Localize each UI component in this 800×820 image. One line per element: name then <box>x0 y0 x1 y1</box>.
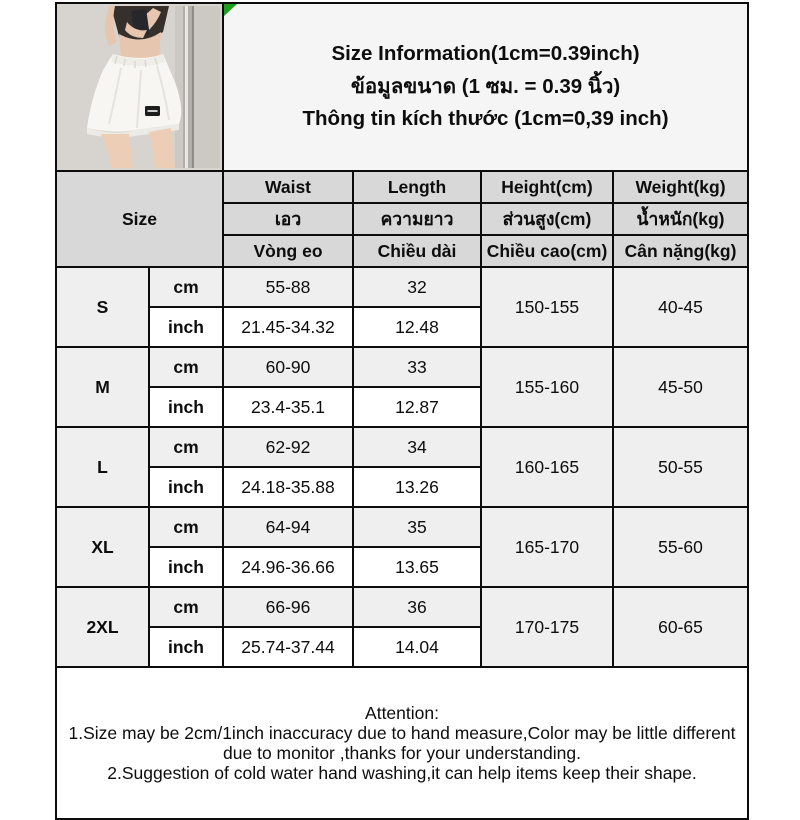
unit-label-inch: inch <box>149 307 223 347</box>
height-value: 160-165 <box>481 427 613 507</box>
size-information-title-block <box>223 3 748 171</box>
unit-label-cm: cm <box>149 507 223 547</box>
title-english: Size Information(1cm=0.39inch) <box>331 41 640 65</box>
waist-inch-value: 23.4-35.1 <box>223 387 353 427</box>
col-header-length-th: ความยาว <box>353 203 481 235</box>
unit-label-inch: inch <box>149 547 223 587</box>
unit-label-cm: cm <box>149 347 223 387</box>
length-cm-value: 32 <box>353 267 481 307</box>
col-header-height-vi: Chiều cao(cm) <box>481 235 613 267</box>
col-header-waist-th: เอว <box>223 203 353 235</box>
product-photo <box>56 3 223 171</box>
unit-label-inch: inch <box>149 467 223 507</box>
waist-cm-value: 60-90 <box>223 347 353 387</box>
size-label-l: L <box>56 427 149 507</box>
height-value: 150-155 <box>481 267 613 347</box>
title-vietnamese: Thông tin kích thước (1cm=0,39 inch) <box>302 107 669 131</box>
weight-value: 55-60 <box>613 507 748 587</box>
length-cm-value: 36 <box>353 587 481 627</box>
col-header-weight-vi: Cân nặng(kg) <box>613 235 748 267</box>
size-label-xl: XL <box>56 507 149 587</box>
length-cm-value: 33 <box>353 347 481 387</box>
waist-inch-value: 25.74-37.44 <box>223 627 353 667</box>
waist-inch-value: 24.18-35.88 <box>223 467 353 507</box>
waist-inch-value: 24.96-36.66 <box>223 547 353 587</box>
col-header-waist-vi: Vòng eo <box>223 235 353 267</box>
size-row-s-cm <box>56 267 748 307</box>
size-row-l-cm <box>56 427 748 467</box>
size-row-m-cm <box>56 347 748 387</box>
unit-label-inch: inch <box>149 387 223 427</box>
size-header-cell: Size <box>56 171 223 267</box>
col-header-length-vi: Chiều dài <box>353 235 481 267</box>
length-cm-value: 35 <box>353 507 481 547</box>
col-header-height-en: Height(cm) <box>481 171 613 203</box>
height-value: 155-160 <box>481 347 613 427</box>
product-photo-illustration <box>57 6 220 168</box>
attention-line-1: 1.Size may be 2cm/1inch inaccuracy due to hand measure,Color may be little different due to monitor ,thanks for your understanding. <box>68 722 736 763</box>
waist-cm-value: 66-96 <box>223 587 353 627</box>
size-chart-sheet <box>55 2 747 797</box>
unit-label-inch: inch <box>149 627 223 667</box>
col-header-height-th: ส่วนสูง(cm) <box>481 203 613 235</box>
weight-value: 45-50 <box>613 347 748 427</box>
waist-cm-value: 64-94 <box>223 507 353 547</box>
unit-label-cm: cm <box>149 427 223 467</box>
unit-label-cm: cm <box>149 267 223 307</box>
size-label-m: M <box>56 347 149 427</box>
waist-inch-value: 21.45-34.32 <box>223 307 353 347</box>
size-row-2xl-cm <box>56 587 748 627</box>
col-header-weight-th: น้ำหนัก(kg) <box>613 203 748 235</box>
height-value: 170-175 <box>481 587 613 667</box>
size-row-xl-cm <box>56 507 748 547</box>
length-cm-value: 34 <box>353 427 481 467</box>
col-header-length-en: Length <box>353 171 481 203</box>
length-inch-value: 12.87 <box>353 387 481 427</box>
attention-heading: Attention: <box>365 702 439 723</box>
length-inch-value: 12.48 <box>353 307 481 347</box>
unit-label-cm: cm <box>149 587 223 627</box>
length-inch-value: 14.04 <box>353 627 481 667</box>
weight-value: 60-65 <box>613 587 748 667</box>
waist-cm-value: 62-92 <box>223 427 353 467</box>
size-chart-table <box>55 2 749 820</box>
col-header-waist-en: Waist <box>223 171 353 203</box>
length-inch-value: 13.65 <box>353 547 481 587</box>
height-value: 165-170 <box>481 507 613 587</box>
weight-value: 50-55 <box>613 427 748 507</box>
title-thai: ข้อมูลขนาด (1 ซม. = 0.39 นิ้ว) <box>350 74 621 98</box>
green-corner-marker-icon <box>224 4 237 16</box>
size-label-2xl: 2XL <box>56 587 149 667</box>
attention-note <box>56 667 748 819</box>
attention-line-2: 2.Suggestion of cold water hand washing,it can help items keep their shape. <box>107 763 697 784</box>
waist-cm-value: 55-88 <box>223 267 353 307</box>
size-label-s: S <box>56 267 149 347</box>
length-inch-value: 13.26 <box>353 467 481 507</box>
weight-value: 40-45 <box>613 267 748 347</box>
col-header-weight-en: Weight(kg) <box>613 171 748 203</box>
